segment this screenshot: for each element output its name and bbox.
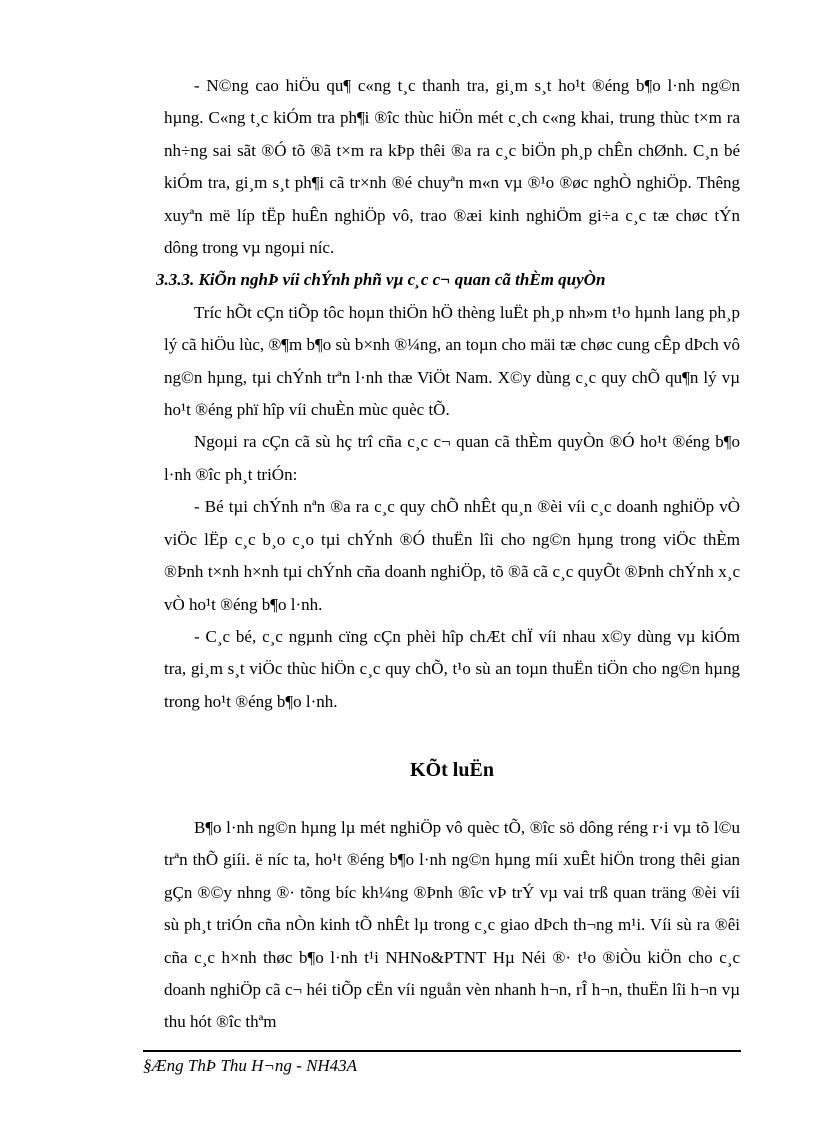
paragraph-conclusion: B¶o l·nh ng©n hµng lµ mét nghiÖp vô quèc tÕ, ®îc sö dông réng r·i vµ tõ l©u trªn thÕ giíi. ë níc ta, ho¹t ®éng b¶o l·nh ng©n hµng míi xuÊt hiÖn trong thêi gian gÇn ®©y nhng ®· tõng bíc kh¼ng ®Þnh ®îc vÞ trÝ vµ vai trß quan träng ®èi víi sù ph¸t triÓn cña nÒn kinh tÕ nhÊt lµ trong c¸c giao dÞch th¬ng m¹i. Víi sù ra ®êi cña c¸c h×nh thøc b¶o l·nh t¹i NHNo&PTNT Hµ Néi ®· t¹o ®iÒu kiÖn cho c¸c doanh nghiÖp cã c¬ héi tiÕp cËn víi nguån vèn nhanh h¬n, rÎ h¬n, thuËn lîi h¬n vµ thu hót ®îc thªm xyxy=(164,818,740,1032)
paragraph-ministry-finance: - Bé tµi chÝnh nªn ®a ra c¸c quy chÕ nhÊt qu¸n ®èi víi c¸c doanh nghiÖp vÒ viÖc lËp c¸c b¸o c¸o tµi chÝnh ®Ó thuËn lîi cho ng©n hµng trong viÖc thÈm ®Þnh t×nh h×nh tµi chÝnh cña doanh nghiÖp, tõ ®ã cã c¸c quyÕt ®Þnh chÝnh x¸c vÒ ho¹t ®éng b¶o l·nh. xyxy=(164,497,740,614)
footer-divider xyxy=(143,1050,741,1052)
paragraph-agency-support: Ngoµi ra cÇn cã sù hç trî cña c¸c c¬ quan cã thÈm quyÒn ®Ó ho¹t ®éng b¶o l·nh ®îc ph¸t triÓn: xyxy=(164,432,740,484)
paragraph-inspection: - N©ng cao hiÖu qu¶ c«ng t¸c thanh tra, gi¸m s¸t ho¹t ®éng b¶o l·nh ng©n hµng. C«ng t¸c kiÓm tra ph¶i ®îc thùc hiÖn mét c¸ch c«ng khai, trung thùc t×m ra nh÷ng sai sãt ®Ó tõ ®ã t×m ra kÞp thêi ®a ra c¸c biÖn ph¸p chÊn chØnh. C¸n bé kiÓm tra, gi¸m s¸t ph¶i cã tr×nh ®é chuyªn m«n vµ ®¹o ®øc nghÒ nghiÖp. Thêng xuyªn më líp tËp huÊn nghiÖp vô, trao ®æi kinh nghiÖm gi÷a c¸c tæ chøc tÝn dông trong vµ ngoµi níc. xyxy=(164,76,740,258)
main-text xyxy=(156,70,740,718)
conclusion-text xyxy=(164,812,740,1039)
paragraph-ministries-coordination: - C¸c bé, c¸c ngµnh cïng cÇn phèi hîp chÆt chÏ víi nhau x©y dùng vµ kiÓm tra, gi¸m s¸t viÖc thùc hiÖn c¸c quy chÕ, t¹o sù an toµn thuËn tiÖn cho ng©n hµng trong ho¹t ®éng b¶o l·nh. xyxy=(164,626,740,711)
paragraph-legal-framework: Tríc hÕt cÇn tiÕp tôc hoµn thiÖn hÖ thèng luËt ph¸p nh»m t¹o hµnh lang ph¸p lý cã hiÖu lùc, ®¶m b¶o sù b×nh ®¼ng, an toµn cho mäi tæ chøc cung cÊp dÞch vô ng©n hµng, tµi chÝnh trªn l·nh thæ ViÖt Nam. X©y dùng c¸c quy chÕ qu¶n lý vµ ho¹t ®éng phï hîp víi chuÈn mùc quèc tÕ. xyxy=(164,302,740,420)
section-heading-recommendations: 3.3.3. KiÕn nghÞ víi chÝnh phñ vµ c¸c c¬ quan cã thÈm quyÒn xyxy=(156,270,606,290)
footer-author: §Æng ThÞ Thu H¬ng - NH43A xyxy=(143,1056,358,1075)
conclusion-title: KÕt luËn xyxy=(410,759,494,781)
